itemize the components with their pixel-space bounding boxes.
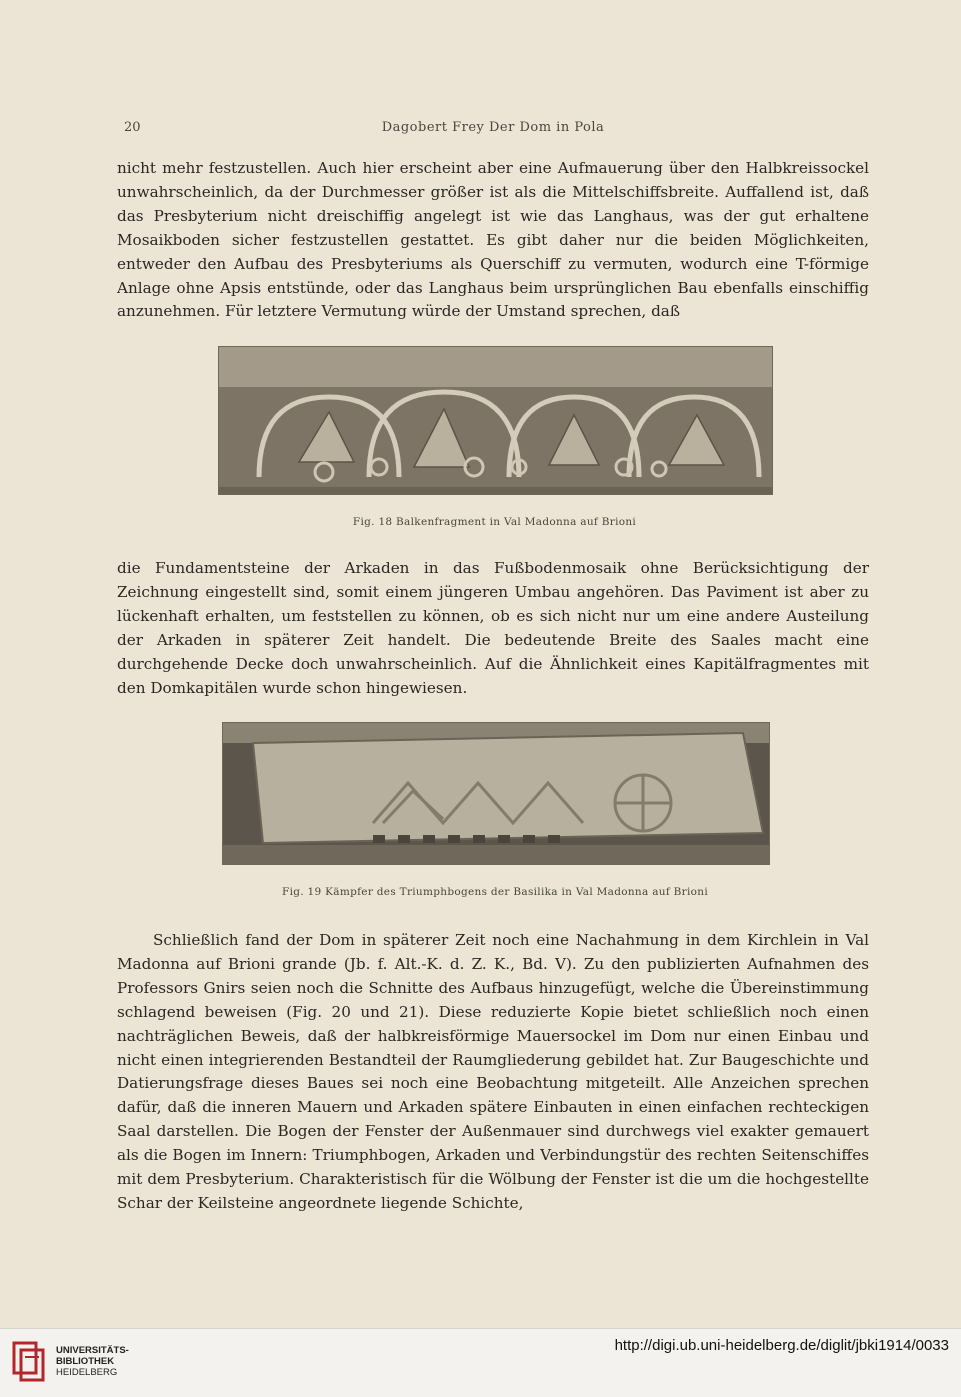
library-footer — [0, 1328, 961, 1397]
paragraph-2: die Fundamentsteine der Arkaden in das Fußbodenmosaik ohne Berücksichtigung der Zeichnung eingestellt sind, somit einem jüngeren Umbau angehören. Das Paviment ist aber zu lückenhaft erhalten, um feststellen zu können, ob es sich nicht nur um eine andere Austeilung der Arkaden in späterer Zeit handelt. Die bedeutende Breite des Saales macht eine durchgehende Decke doch unwahrscheinlich. Auf die Ähnlichkeit eines Kapitälfragmentes mit den Domkapitälen wurde schon hingewiesen. — [117, 559, 869, 697]
figure-19-caption: Fig. 19 Kämpfer des Triumphbogens der Basilika in Val Madonna auf Brioni — [282, 886, 708, 898]
library-name-line-2: BIBLIOTHEK — [56, 1356, 115, 1367]
paragraph-3: Schließlich fand der Dom in späterer Zeit noch eine Nachahmung in dem Kirchlein in Val Madonna auf Brioni grande (Jb. f. Alt.-K. d. Z. K., Bd. V). Zu den publizierten Aufnahmen des Professors Gnirs seien noch die Schnitte des Aufbaus hinzugefügt, welche die Übereinstimmung schlagend beweisen (Fig. 20 und 21). Diese reduzierte Kopie bietet schließlich noch einen nachträglichen Beweis, daß der halbkreisförmige Mauersockel im Dom nur einen Einbau und nicht einen integrierenden Bestandteil der Raumgliederung gebildet hat. Zur Baugeschichte und Datierungsfrage dieses Baues sei noch eine Beobachtung mitgeteilt. Alle Anzeichen sprechen dafür, daß die inneren Mauern und Arkaden spätere Einbauten in einen einfachen rechteckigen Saal darstellen. Die Bogen der Fenster der Außenmauer sind durchwegs viel exakter gemauert als die Bogen im Innern: Triumphbogen, Arkaden und Verbindungstür des rechten Seitenschiffes mit dem Presbyterium. Charakteristisch für die Wölbung der Fenster ist die um die hochgestellte Schar der Keilsteine angeordnete liegende Schichte, — [117, 931, 869, 1212]
library-name-line-3: HEIDELBERG — [56, 1367, 118, 1378]
figure-19-photo — [222, 722, 770, 865]
university-library-logo-icon — [12, 1337, 48, 1385]
library-name — [56, 1345, 129, 1378]
running-header — [117, 120, 869, 140]
paragraph-1: nicht mehr festzustellen. Auch hier erscheint aber eine Aufmauerung über den Halbkreissockel unwahrscheinlich, da der Durchmesser größer ist als die Mittelschiffsbreite. Auffallend ist, daß das Presbyterium nicht dreischiffig angelegt ist wie das Langhaus, was der gut erhaltene Mosaikboden sicher festzustellen gestattet. Es gibt daher nur die beiden Möglichkeiten, entweder den Aufbau des Presbyteriums als Querschiff zu vermuten, wodurch eine T-förmige Anlage ohne Apsis entstünde, oder das Langhaus beim ursprünglichen Bau ebenfalls einschiffig anzunehmen. Für letztere Vermutung würde der Umstand sprechen, daß — [117, 159, 869, 321]
permalink-url[interactable]: http://digi.ub.uni-heidelberg.de/diglit/jbki1914/0033 — [614, 1337, 949, 1354]
figure-18-caption: Fig. 18 Balkenfragment in Val Madonna auf Brioni — [352, 516, 637, 528]
page-number: 20 — [124, 120, 141, 135]
figure-18-photo — [218, 346, 773, 495]
running-title: Dagobert Frey Der Dom in Pola — [381, 120, 605, 135]
library-name-line-1: UNIVERSITÄTS- — [56, 1345, 129, 1356]
